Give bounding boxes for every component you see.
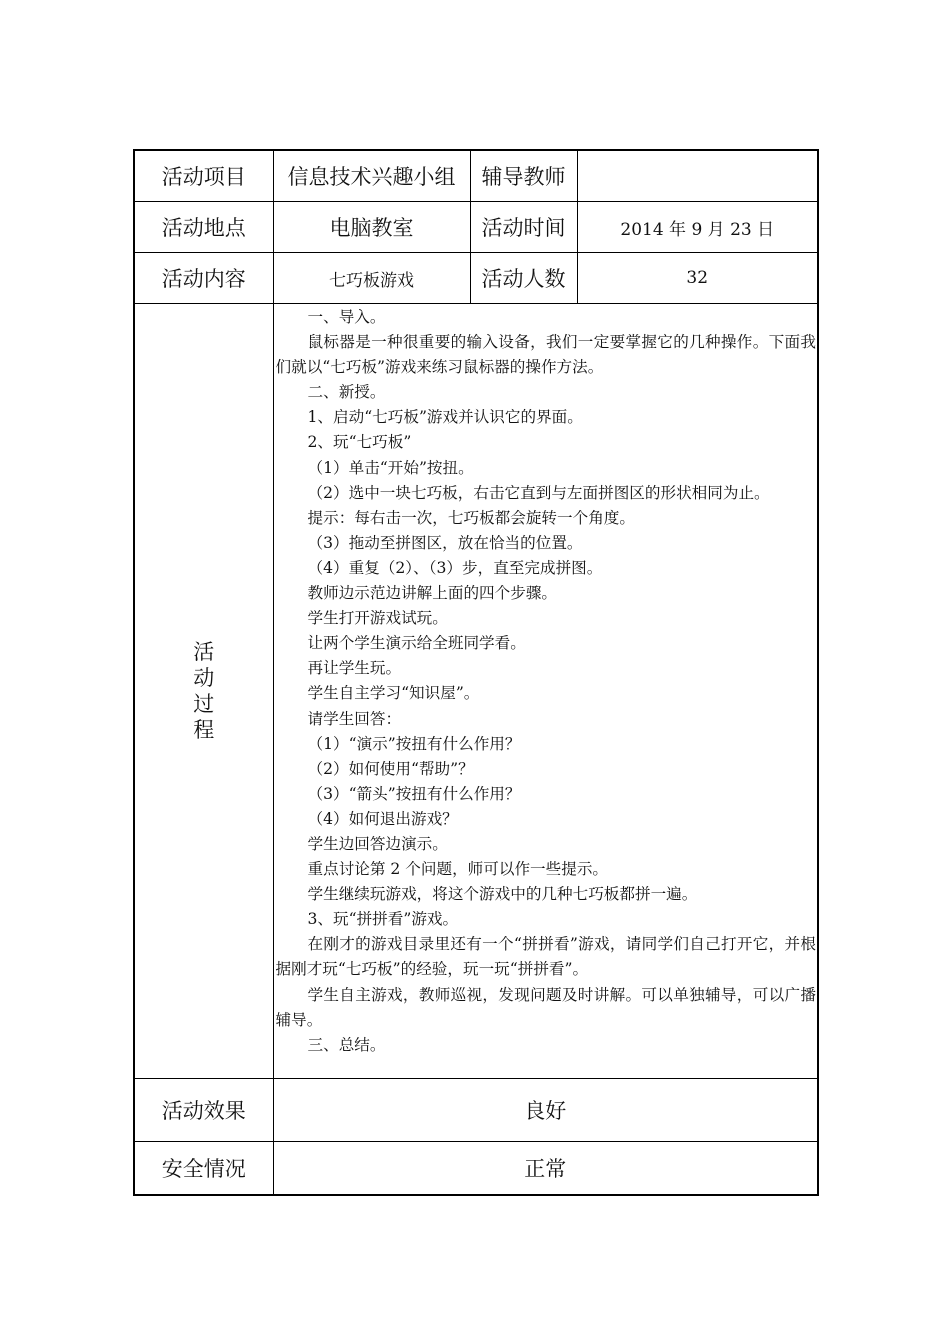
safety-value: 正常 <box>273 1142 818 1196</box>
table-row <box>134 1079 818 1142</box>
process-line: 学生边回答边演示。 <box>307 834 448 853</box>
count-value: 32 <box>577 253 818 304</box>
process-line: 重点讨论第 2 个问题，师可以作一些提示。 <box>307 860 609 879</box>
process-line: 让两个学生演示给全班同学看。 <box>307 634 526 653</box>
process-label <box>134 304 273 1079</box>
process-line: （3）拖动至拼图区，放在恰当的位置。 <box>307 533 583 552</box>
teacher-label: 辅导教师 <box>470 150 577 202</box>
process-line: 三、总结。 <box>307 1035 386 1054</box>
process-label-char: 程 <box>193 718 215 742</box>
process-line: 在刚才的游戏目录里还有一个“拼拼看”游戏，请同学们自己打开它，并根据刚才玩“七巧板”的经验，玩一玩“拼拼看”。 <box>275 935 816 979</box>
process-line: 3、玩“拼拼看”游戏。 <box>307 910 459 929</box>
process-label-char: 过 <box>193 692 215 716</box>
time-label: 活动时间 <box>470 202 577 253</box>
process-line: （1）单击“开始”按扭。 <box>307 458 474 477</box>
table-row <box>134 150 818 202</box>
location-label: 活动地点 <box>134 202 273 253</box>
location-value: 电脑教室 <box>273 202 470 253</box>
process-line: 学生打开游戏试玩。 <box>307 609 448 628</box>
process-line: 再让学生玩。 <box>307 659 402 678</box>
process-line: 学生继续玩游戏，将这个游戏中的几种七巧板都拼一遍。 <box>307 885 698 904</box>
effect-value: 良好 <box>273 1079 818 1142</box>
process-line: （3）“箭头”按扭有什么作用？ <box>307 784 521 803</box>
process-line: 1、启动“七巧板”游戏并认识它的界面。 <box>307 408 583 427</box>
process-line: 学生自主游戏，教师巡视，发现问题及时讲解。可以单独辅导，可以广播辅导。 <box>275 985 816 1029</box>
activity-record-table <box>133 149 819 1196</box>
safety-label: 安全情况 <box>134 1142 273 1196</box>
process-line: （4）如何退出游戏？ <box>307 809 458 828</box>
process-content <box>273 304 818 1079</box>
process-line: （1）“演示”按扭有什么作用？ <box>307 734 521 753</box>
project-value: 信息技术兴趣小组 <box>273 150 470 202</box>
effect-label: 活动效果 <box>134 1079 273 1142</box>
content-value: 七巧板游戏 <box>273 253 470 304</box>
process-line: 一、导入。 <box>307 308 386 326</box>
process-line: 学生自主学习“知识屋”。 <box>307 684 480 703</box>
process-label-char: 活 <box>193 640 215 664</box>
process-line: 鼠标器是一种很重要的输入设备，我们一定要掌握它的几种操作。下面我们就以“七巧板”游戏来练习鼠标器的操作方法。 <box>275 333 816 377</box>
time-value: 2014 年 9 月 23 日 <box>577 202 818 253</box>
process-line: 请学生回答： <box>307 709 402 728</box>
process-line: （2）选中一块七巧板，右击它直到与左面拼图区的形状相同为止。 <box>307 483 770 502</box>
process-line: 二、新授。 <box>307 383 386 402</box>
count-label: 活动人数 <box>470 253 577 304</box>
table-row <box>134 304 818 1079</box>
table-row <box>134 202 818 253</box>
content-label: 活动内容 <box>134 253 273 304</box>
process-line: （4）重复（2）、（3）步，直至完成拼图。 <box>307 558 603 577</box>
table-row <box>134 253 818 304</box>
project-label: 活动项目 <box>134 150 273 202</box>
process-line: （2）如何使用“帮助”？ <box>307 759 474 778</box>
process-label-char: 动 <box>193 666 215 690</box>
teacher-value <box>577 150 818 202</box>
process-line: 2、玩“七巧板” <box>307 433 412 452</box>
table-row <box>134 1142 818 1196</box>
process-line: 教师边示范边讲解上面的四个步骤。 <box>307 584 558 603</box>
process-line: 提示：每右击一次，七巧板都会旋转一个角度。 <box>307 508 635 527</box>
